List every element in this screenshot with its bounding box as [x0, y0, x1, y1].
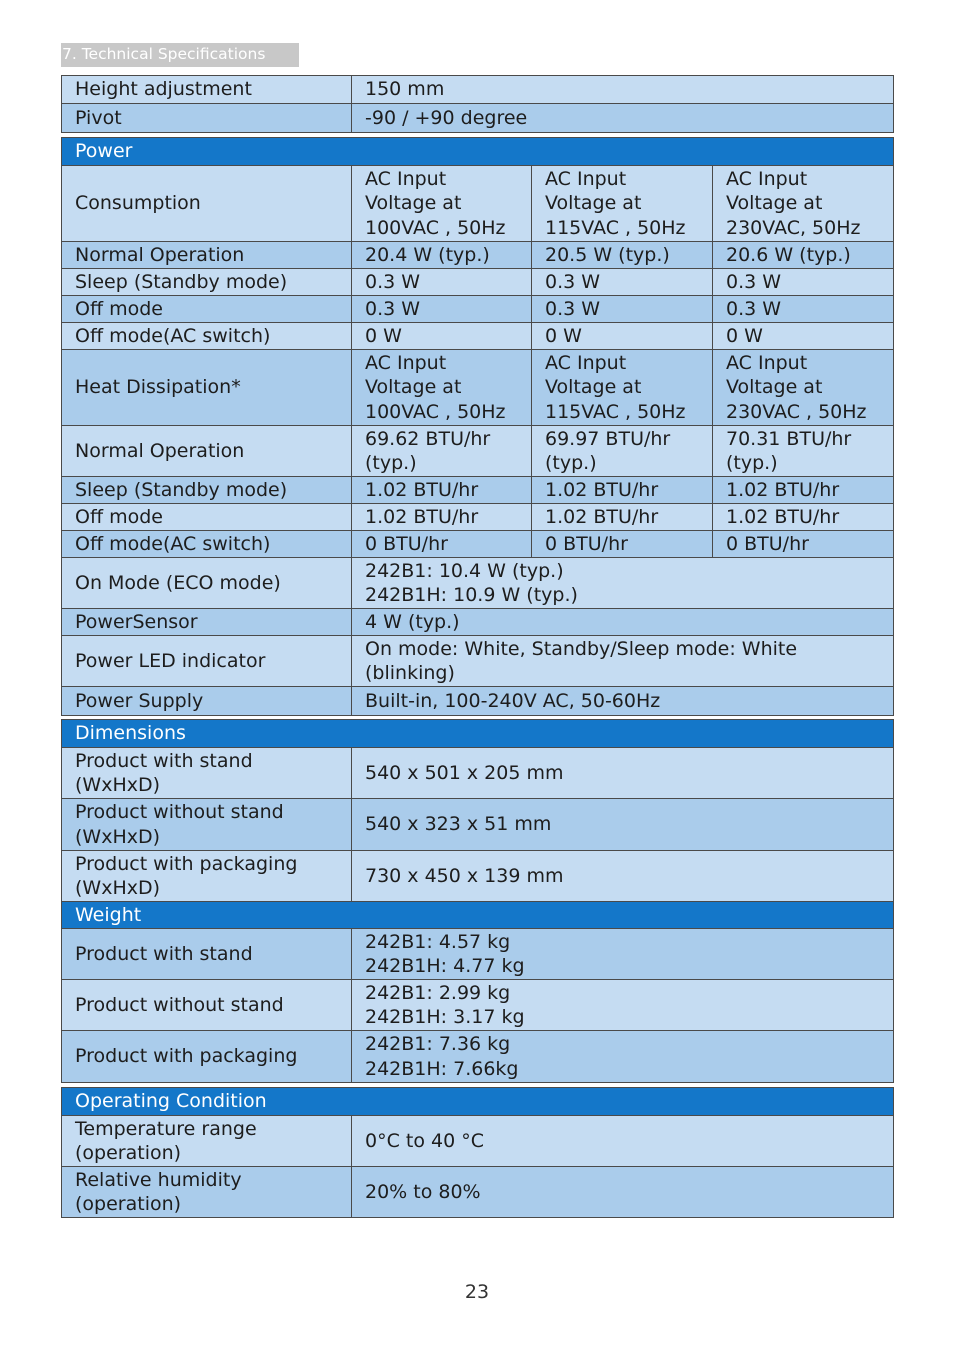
spec-row: [62, 687, 894, 716]
spec-table-power: [61, 137, 894, 716]
spec-value-cell: 242B1: 10.4 W (typ.) 242B1H: 10.9 W (typ.): [352, 558, 894, 609]
spec-value-cell: 20.5 W (typ.): [532, 242, 713, 269]
spec-label-cell: Product without stand: [62, 980, 352, 1031]
spec-value-cell: Built-in, 100-240V AC, 50-60Hz: [352, 687, 894, 716]
spec-value-cell: 540 x 323 x 51 mm: [352, 799, 894, 851]
spec-value-cell: 242B1: 2.99 kg 242B1H: 3.17 kg: [352, 980, 894, 1031]
spec-row: [62, 296, 894, 323]
spec-value-cell: 1.02 BTU/hr: [352, 504, 532, 531]
spec-label-cell: On Mode (ECO mode): [62, 558, 352, 609]
spec-row: [62, 980, 894, 1031]
spec-label-cell: Off mode: [62, 504, 352, 531]
section-header-row: [62, 1088, 894, 1116]
spec-label-cell: Consumption: [62, 166, 352, 242]
spec-value-cell: AC Input Voltage at 100VAC , 50Hz: [352, 350, 532, 426]
spec-value-cell: 1.02 BTU/hr: [532, 504, 713, 531]
spec-label-cell: Product with stand (WxHxD): [62, 748, 352, 799]
spec-row: [62, 851, 894, 902]
spec-row: [62, 426, 894, 477]
spec-label-cell: Pivot: [62, 104, 352, 133]
spec-value-cell: 0.3 W: [713, 269, 894, 296]
spec-value-cell: 150 mm: [352, 76, 894, 104]
spec-table-dimensions-weight: [61, 719, 894, 1083]
spec-row: [62, 76, 894, 104]
spec-label-cell: Heat Dissipation*: [62, 350, 352, 426]
spec-value-cell: 0°C to 40 °C: [352, 1116, 894, 1167]
spec-label-cell: Product without stand (WxHxD): [62, 799, 352, 851]
section-title: 7. Technical Specifications: [61, 43, 299, 67]
spec-label-cell: Relative humidity (operation): [62, 1167, 352, 1218]
section-header-cell: Operating Condition: [62, 1088, 894, 1116]
spec-value-cell: 0 BTU/hr: [713, 531, 894, 558]
spec-label-cell: Product with packaging: [62, 1031, 352, 1083]
spec-label-cell: PowerSensor: [62, 609, 352, 636]
spec-row: [62, 636, 894, 687]
spec-row: [62, 748, 894, 799]
spec-label-cell: Power LED indicator: [62, 636, 352, 687]
spec-row: [62, 1167, 894, 1218]
spec-row: [62, 799, 894, 851]
spec-value-cell: AC Input Voltage at 100VAC , 50Hz: [352, 166, 532, 242]
spec-label-cell: Temperature range (operation): [62, 1116, 352, 1167]
page-number: 23: [464, 1281, 490, 1303]
spec-label-cell: Height adjustment: [62, 76, 352, 104]
spec-value-cell: 242B1: 7.36 kg 242B1H: 7.66kg: [352, 1031, 894, 1083]
spec-value-cell: 0 BTU/hr: [352, 531, 532, 558]
spec-value-cell: 0 W: [352, 323, 532, 350]
spec-table-mechanical: [61, 75, 894, 133]
spec-label-cell: Normal Operation: [62, 426, 352, 477]
spec-value-cell: -90 / +90 degree: [352, 104, 894, 133]
spec-value-cell: 20.4 W (typ.): [352, 242, 532, 269]
spec-row: [62, 477, 894, 504]
spec-value-cell: 242B1: 4.57 kg 242B1H: 4.77 kg: [352, 929, 894, 980]
spec-value-cell: 4 W (typ.): [352, 609, 894, 636]
spec-value-cell: AC Input Voltage at 230VAC , 50Hz: [713, 350, 894, 426]
spec-row: [62, 104, 894, 133]
spec-value-cell: 20.6 W (typ.): [713, 242, 894, 269]
spec-label-cell: Product with stand: [62, 929, 352, 980]
spec-value-cell: 0.3 W: [352, 296, 532, 323]
spec-value-cell: 0.3 W: [532, 269, 713, 296]
spec-label-cell: Off mode(AC switch): [62, 531, 352, 558]
spec-row: [62, 609, 894, 636]
spec-row: [62, 323, 894, 350]
spec-value-cell: 0 BTU/hr: [532, 531, 713, 558]
spec-row: [62, 350, 894, 426]
spec-value-cell: 20% to 80%: [352, 1167, 894, 1218]
spec-value-cell: 70.31 BTU/hr (typ.): [713, 426, 894, 477]
spec-value-cell: 540 x 501 x 205 mm: [352, 748, 894, 799]
spec-label-cell: Product with packaging (WxHxD): [62, 851, 352, 902]
spec-row: [62, 1031, 894, 1083]
spec-label-cell: Sleep (Standby mode): [62, 269, 352, 296]
spec-row: [62, 504, 894, 531]
spec-value-cell: 0 W: [713, 323, 894, 350]
spec-value-cell: 69.97 BTU/hr (typ.): [532, 426, 713, 477]
spec-value-cell: 0.3 W: [713, 296, 894, 323]
spec-table-operating-condition: [61, 1087, 894, 1218]
spec-label-cell: Power Supply: [62, 687, 352, 716]
spec-value-cell: 1.02 BTU/hr: [713, 477, 894, 504]
spec-value-cell: On mode: White, Standby/Sleep mode: White (blinking): [352, 636, 894, 687]
section-header-row: [62, 138, 894, 166]
spec-row: [62, 166, 894, 242]
spec-value-cell: 0.3 W: [352, 269, 532, 296]
spec-value-cell: 730 x 450 x 139 mm: [352, 851, 894, 902]
spec-label-cell: Normal Operation: [62, 242, 352, 269]
spec-value-cell: 1.02 BTU/hr: [713, 504, 894, 531]
spec-row: [62, 558, 894, 609]
spec-row: [62, 242, 894, 269]
section-header-cell: Dimensions: [62, 720, 894, 748]
spec-value-cell: 1.02 BTU/hr: [532, 477, 713, 504]
section-header-cell: Power: [62, 138, 894, 166]
spec-value-cell: AC Input Voltage at 115VAC , 50Hz: [532, 166, 713, 242]
section-header-row: [62, 720, 894, 748]
spec-row: [62, 269, 894, 296]
spec-value-cell: 0 W: [532, 323, 713, 350]
spec-value-cell: AC Input Voltage at 230VAC, 50Hz: [713, 166, 894, 242]
section-header-cell: Weight: [62, 902, 894, 929]
spec-label-cell: Off mode(AC switch): [62, 323, 352, 350]
spec-value-cell: 1.02 BTU/hr: [352, 477, 532, 504]
spec-value-cell: AC Input Voltage at 115VAC , 50Hz: [532, 350, 713, 426]
spec-row: [62, 929, 894, 980]
section-header-row: [62, 902, 894, 929]
spec-row: [62, 1116, 894, 1167]
spec-value-cell: 0.3 W: [532, 296, 713, 323]
spec-value-cell: 69.62 BTU/hr (typ.): [352, 426, 532, 477]
spec-row: [62, 531, 894, 558]
spec-label-cell: Sleep (Standby mode): [62, 477, 352, 504]
spec-label-cell: Off mode: [62, 296, 352, 323]
